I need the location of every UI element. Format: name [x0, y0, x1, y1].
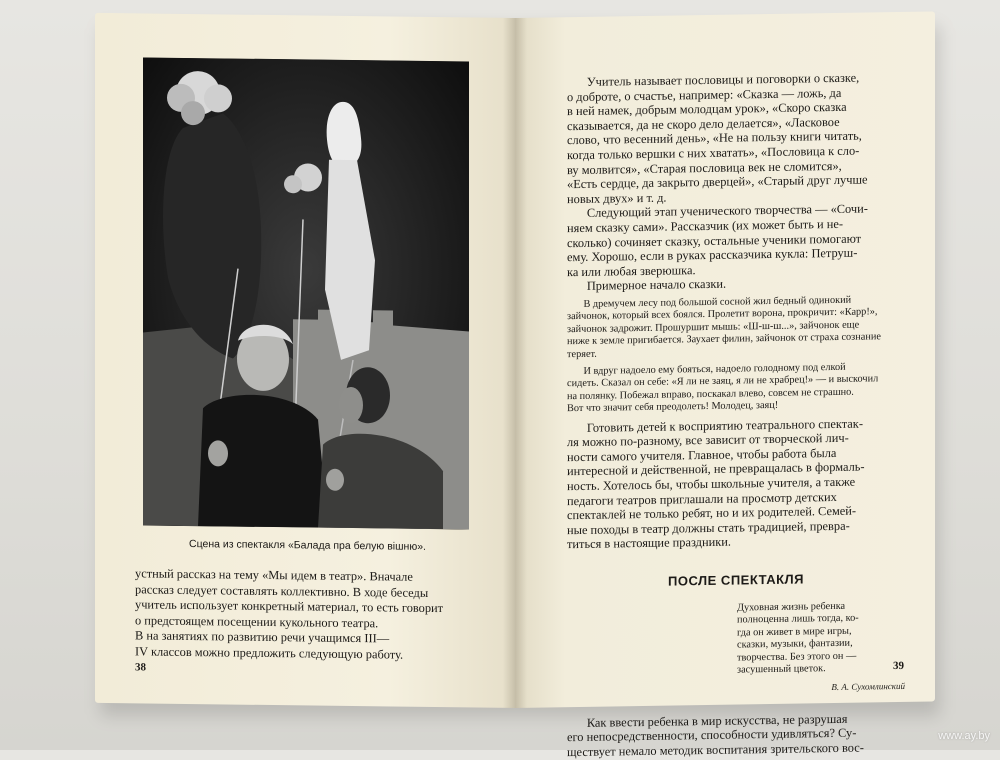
text-line: Учитель называет пословицы и поговорки о сказке, — [586, 70, 860, 89]
text-line: слово, что весенний день», «Не на пользу книги читать, — [567, 128, 862, 148]
text-line: В на занятиях по развитию речи учащимся III— — [135, 628, 390, 646]
paragraph-next-stage — [567, 201, 905, 279]
right-page — [515, 11, 935, 760]
text-line: гда он живет в мире игры, — [737, 625, 852, 639]
photo-caption: Сцена из спектакля «Балада пра белую вішню». — [189, 538, 426, 553]
text-line: ему. Хорошо, если в руках рассказчика кукла: Петруш- — [567, 245, 858, 265]
text-line: Как ввести ребенка в мир искусства, не разрушая — [586, 711, 848, 730]
page-number-right: 39 — [893, 659, 904, 673]
text-line: «Есть сердце, да закрыто дверцей», «Старый друг лучше — [567, 172, 868, 192]
text-line: IV классов можно предложить следующую работу. — [135, 644, 404, 662]
text-line: ществует немало методик воспитания зрительского вос- — [567, 740, 864, 760]
open-book — [95, 18, 935, 760]
right-page-text — [567, 70, 905, 760]
text-line: засушенный цветок. — [737, 663, 826, 676]
text-line: теряет. — [567, 348, 597, 360]
text-line: педагоги театров приглашали на просмотр детских — [567, 489, 837, 508]
tale-excerpt-2 — [567, 361, 905, 416]
text-line: устный рассказ на тему «Мы идем в театр». Вначале — [135, 566, 413, 584]
paragraph-proverbs — [567, 70, 905, 207]
paragraph-prepare — [567, 415, 905, 552]
text-line: Следующий этап ученического творчества — «Сочи- — [586, 201, 868, 221]
text-line: учитель использует конкретный материал, то есть говорит — [135, 597, 444, 616]
epigraph — [737, 599, 905, 695]
text-line: ля можно по-разному, все зависит от творческой лич- — [567, 430, 849, 450]
text-line: ности самого учителя. Главное, чтобы работа была — [567, 445, 837, 464]
tale-excerpt-1 — [567, 294, 905, 361]
puppet-scene-image — [143, 57, 469, 529]
text-line: в ней намек, добрым молодцам урок», «Скоро сказка — [567, 99, 847, 119]
text-line: сидеть. Сказал он себе: «Я ли не заяц, я ли не храбрец!» — и выскочил — [567, 373, 879, 390]
text-line: полноценна лишь тогда, ко- — [737, 612, 859, 626]
text-line: на полянку. Побежал вправо, поскакал влево, совсем не страшно. — [567, 386, 854, 402]
text-line: Готовить детей к восприятию театрального спектак- — [586, 416, 863, 435]
text-line: новых двух» и т. д. — [567, 190, 667, 206]
page-number-left: 38 — [135, 661, 146, 674]
text-line: В дремучем лесу под большой сосной жил бедный одинокий — [583, 294, 852, 310]
epigraph-author: В. А. Сухомлинский — [831, 680, 905, 693]
text-line: о предстоящем посещении кукольного театра. — [135, 613, 379, 631]
text-line: зайчонок, который всех боялся. Пролетит ворона, прокричит: «Карр!», — [567, 306, 878, 323]
text-line: ву молвится», «Старая пословица век не сломится», — [567, 158, 842, 177]
text-line: когда только вершки с них хватать», «Пословица к сло- — [567, 143, 860, 163]
text-line: сказки, музыки, фантазии, — [737, 637, 853, 651]
section-heading: ПОСЛЕ СПЕКТАКЛЯ — [668, 571, 804, 589]
text-line: зайчонок задрожит. Прошуршит мышь: «Ш-ш-ш...», зайчонок еще — [567, 319, 860, 335]
text-line: спектаклей не только ребят, но и их родителей. Семей- — [567, 503, 857, 523]
left-page — [95, 13, 515, 708]
text-line: ность. Хотелось бы, чтобы школьные учителя, а также — [567, 474, 856, 494]
text-line: сказывается, да не скоро дело делается», «Ласковое — [567, 114, 840, 133]
text-line: Вот что значит себя преодолеть! Молодец, заяц! — [567, 400, 779, 415]
text-line: сколько) сочиняет сказку, остальные ученики помогают — [567, 231, 862, 250]
text-line: его непосредственности, способности удивляться? Су- — [567, 725, 857, 745]
text-line: Духовная жизнь ребенка — [737, 600, 846, 614]
text-line: ниже к земле пригибается. Заухает филин, зайчонок от страха сознание — [567, 331, 881, 348]
left-page-text — [135, 566, 480, 664]
text-line: ка или любая зверюшка. — [567, 262, 696, 279]
text-line: няем сказку сами». Рассказчик (их может быть и не- — [567, 216, 843, 236]
text-line: ные походы в театр должны стать традицией, превра- — [567, 518, 850, 537]
paragraph-intro — [567, 711, 905, 760]
text-line: рассказ следует составлять коллективно. В ходе беседы — [135, 581, 429, 600]
stage-photo — [143, 57, 469, 529]
paragraph-sample: Примерное начало сказки. — [586, 276, 727, 294]
text-line: титься в настоящие праздники. — [567, 534, 731, 552]
text-line: И вдруг надоело ему бояться, надоело голодному под елкой — [583, 361, 846, 377]
text-line: о доброте, о счастье, например: «Сказка — ложь, да — [567, 85, 842, 104]
text-line: творчества. Без этого он — — [737, 650, 857, 664]
book-gutter — [503, 18, 527, 708]
watermark: www.ay.by — [938, 730, 990, 742]
text-line: интересной и действенной, не превращалась в формаль- — [567, 459, 865, 479]
